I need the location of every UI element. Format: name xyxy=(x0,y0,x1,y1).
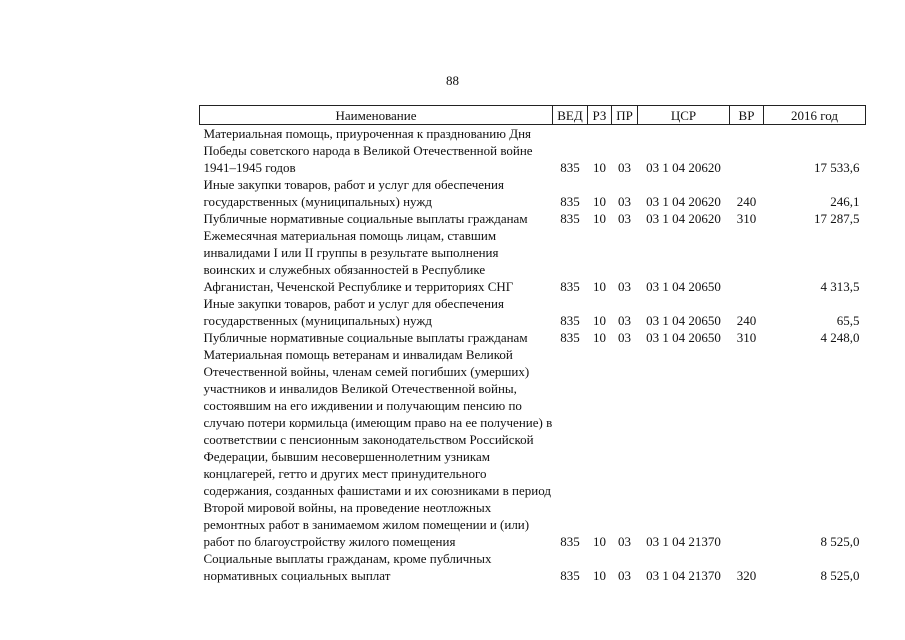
row-vr: 240 xyxy=(736,313,757,328)
row-ved: 835 xyxy=(560,330,580,345)
row-rz: 10 xyxy=(593,160,606,175)
row-name: Иные закупки товаров, работ и услуг для обеспечения государственных (муниципальных) нужд xyxy=(203,177,504,209)
row-ved: 835 xyxy=(560,211,580,226)
row-rz: 10 xyxy=(593,279,606,294)
row-name: Иные закупки товаров, работ и услуг для обеспечения государственных (муниципальных) нужд xyxy=(203,296,504,328)
row-name: Публичные нормативные социальные выплаты гражданам xyxy=(203,211,528,226)
row-name: Социальные выплаты гражданам, кроме публичных нормативных социальных выплат xyxy=(203,551,492,583)
row-vr xyxy=(730,346,764,550)
row-csr: 03 1 04 20650 xyxy=(646,279,721,294)
row-pr: 03 xyxy=(618,160,631,175)
table-row xyxy=(200,550,866,584)
table-row xyxy=(200,176,866,210)
row-ved: 835 xyxy=(560,279,580,294)
row-vr: 310 xyxy=(736,330,757,345)
row-rz: 10 xyxy=(593,568,606,583)
row-csr: 03 1 04 21370 xyxy=(646,568,721,583)
row-csr: 03 1 04 20620 xyxy=(646,211,721,226)
row-amount: 4 313,5 xyxy=(820,279,860,294)
header-rz: РЗ xyxy=(588,106,612,125)
row-pr: 03 xyxy=(618,279,631,294)
row-rz: 10 xyxy=(593,194,606,209)
row-csr: 03 1 04 20650 xyxy=(646,313,721,328)
row-name: Публичные нормативные социальные выплаты гражданам xyxy=(203,330,528,345)
header-pr: ПР xyxy=(612,106,638,125)
row-rz: 10 xyxy=(593,330,606,345)
header-csr: ЦСР xyxy=(638,106,730,125)
table-row xyxy=(200,295,866,329)
table-row xyxy=(200,227,866,295)
row-amount: 246,1 xyxy=(830,194,860,209)
row-vr: 240 xyxy=(736,194,757,209)
header-vr: ВР xyxy=(730,106,764,125)
row-pr: 03 xyxy=(618,313,631,328)
table-row xyxy=(200,210,866,227)
table-header-row xyxy=(200,106,866,125)
row-vr: 320 xyxy=(736,568,757,583)
row-pr: 03 xyxy=(618,211,631,226)
table-row xyxy=(200,125,866,177)
row-name: Материальная помощь ветеранам и инвалидам Великой Отечественной войны, членам семей погибших (умерших) участников и инвалидов Великой Отечественной войны, состоявшим на его иждивении и получающим пенсию по случаю потери кормильца (имеющим право на ее получение) в соответствии с пенсионным законодательством Российской Федерации, бывшим несовершеннолетним узникам концлагерей, гетто и других мест принудительного содержания, созданных фашистами и их союзниками в период Второй мировой войны, на проведение неотложных ремонтных работ в занимаемом жилом помещении и (или) работ по благоустройству жилого помещения xyxy=(203,347,553,549)
row-vr xyxy=(730,125,764,177)
row-pr: 03 xyxy=(618,568,631,583)
row-amount: 4 248,0 xyxy=(820,330,860,345)
row-vr xyxy=(730,227,764,295)
page-number: 88 xyxy=(446,73,459,88)
header-year: 2016 год xyxy=(764,106,866,125)
budget-table xyxy=(199,105,866,584)
row-rz: 10 xyxy=(593,313,606,328)
table-row xyxy=(200,346,866,550)
table-row xyxy=(200,329,866,346)
row-ved: 835 xyxy=(560,194,580,209)
row-ved: 835 xyxy=(560,568,580,583)
row-ved: 835 xyxy=(560,313,580,328)
row-ved: 835 xyxy=(560,534,580,549)
row-name: Материальная помощь, приуроченная к празднованию Дня Победы советского народа в Великой Отечественной войне 1941–1945 годов xyxy=(203,126,533,175)
row-amount: 65,5 xyxy=(836,313,860,328)
row-rz: 10 xyxy=(593,534,606,549)
row-ved: 835 xyxy=(560,160,580,175)
header-ved: ВЕД xyxy=(553,106,588,125)
row-pr: 03 xyxy=(618,534,631,549)
row-amount: 17 533,6 xyxy=(814,160,860,175)
row-csr: 03 1 04 20650 xyxy=(646,330,721,345)
row-vr: 310 xyxy=(736,211,757,226)
row-amount: 8 525,0 xyxy=(820,568,860,583)
header-name: Наименование xyxy=(200,106,553,125)
row-rz: 10 xyxy=(593,211,606,226)
row-csr: 03 1 04 20620 xyxy=(646,194,721,209)
row-pr: 03 xyxy=(618,194,631,209)
row-csr: 03 1 04 21370 xyxy=(646,534,721,549)
row-name: Ежемесячная материальная помощь лицам, ставшим инвалидами I или II группы в результате выполнения воинских и служебных обязанностей в Республике Афганистан, Чеченской Республике и территориях СНГ xyxy=(203,228,514,294)
row-amount: 8 525,0 xyxy=(820,534,860,549)
row-amount: 17 287,5 xyxy=(814,211,860,226)
row-csr: 03 1 04 20620 xyxy=(646,160,721,175)
row-pr: 03 xyxy=(618,330,631,345)
